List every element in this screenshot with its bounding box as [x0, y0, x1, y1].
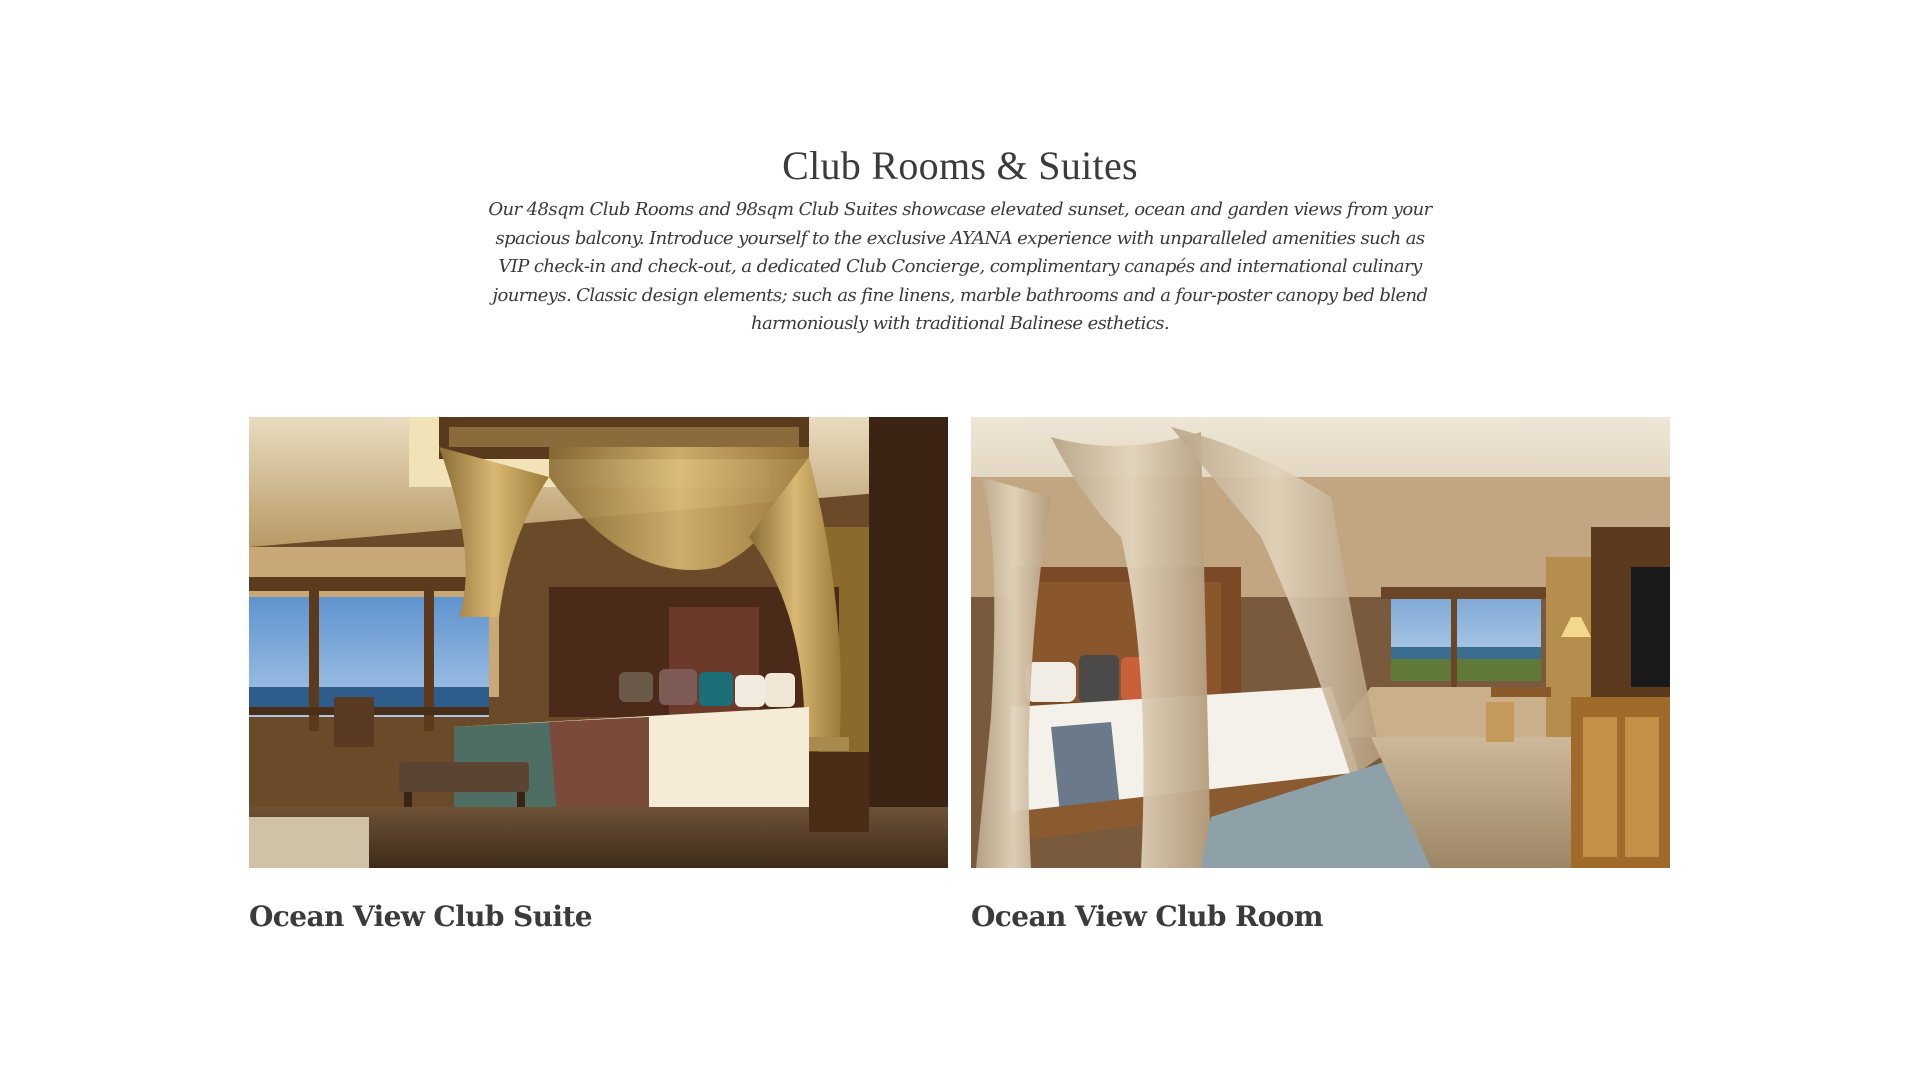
room-card-club-suite[interactable]	[249, 417, 948, 933]
room-bedroom-photo[interactable]	[971, 417, 1670, 868]
room-card-club-room[interactable]	[971, 417, 1670, 933]
section-title: Club Rooms & Suites	[782, 143, 1138, 188]
room-title-club-suite[interactable]: Ocean View Club Suite	[249, 900, 593, 933]
section-description: Our 48sqm Club Rooms and 98sqm Club Suites showcase elevated sunset, ocean and garden views from your spacious balcony. Introduce yourself to the exclusive AYANA experience with unparalleled amenities such as VIP check-in and check-out, a dedicated Club Concierge, complimentary canapés and international culinary journeys. Classic design elements; such as fine linens, marble bathrooms and a four-poster canopy bed blend harmoniously with traditional Balinese esthetics.	[488, 199, 1432, 334]
suite-bedroom-photo[interactable]	[249, 417, 948, 868]
room-title-club-room[interactable]: Ocean View Club Room	[971, 900, 1323, 933]
